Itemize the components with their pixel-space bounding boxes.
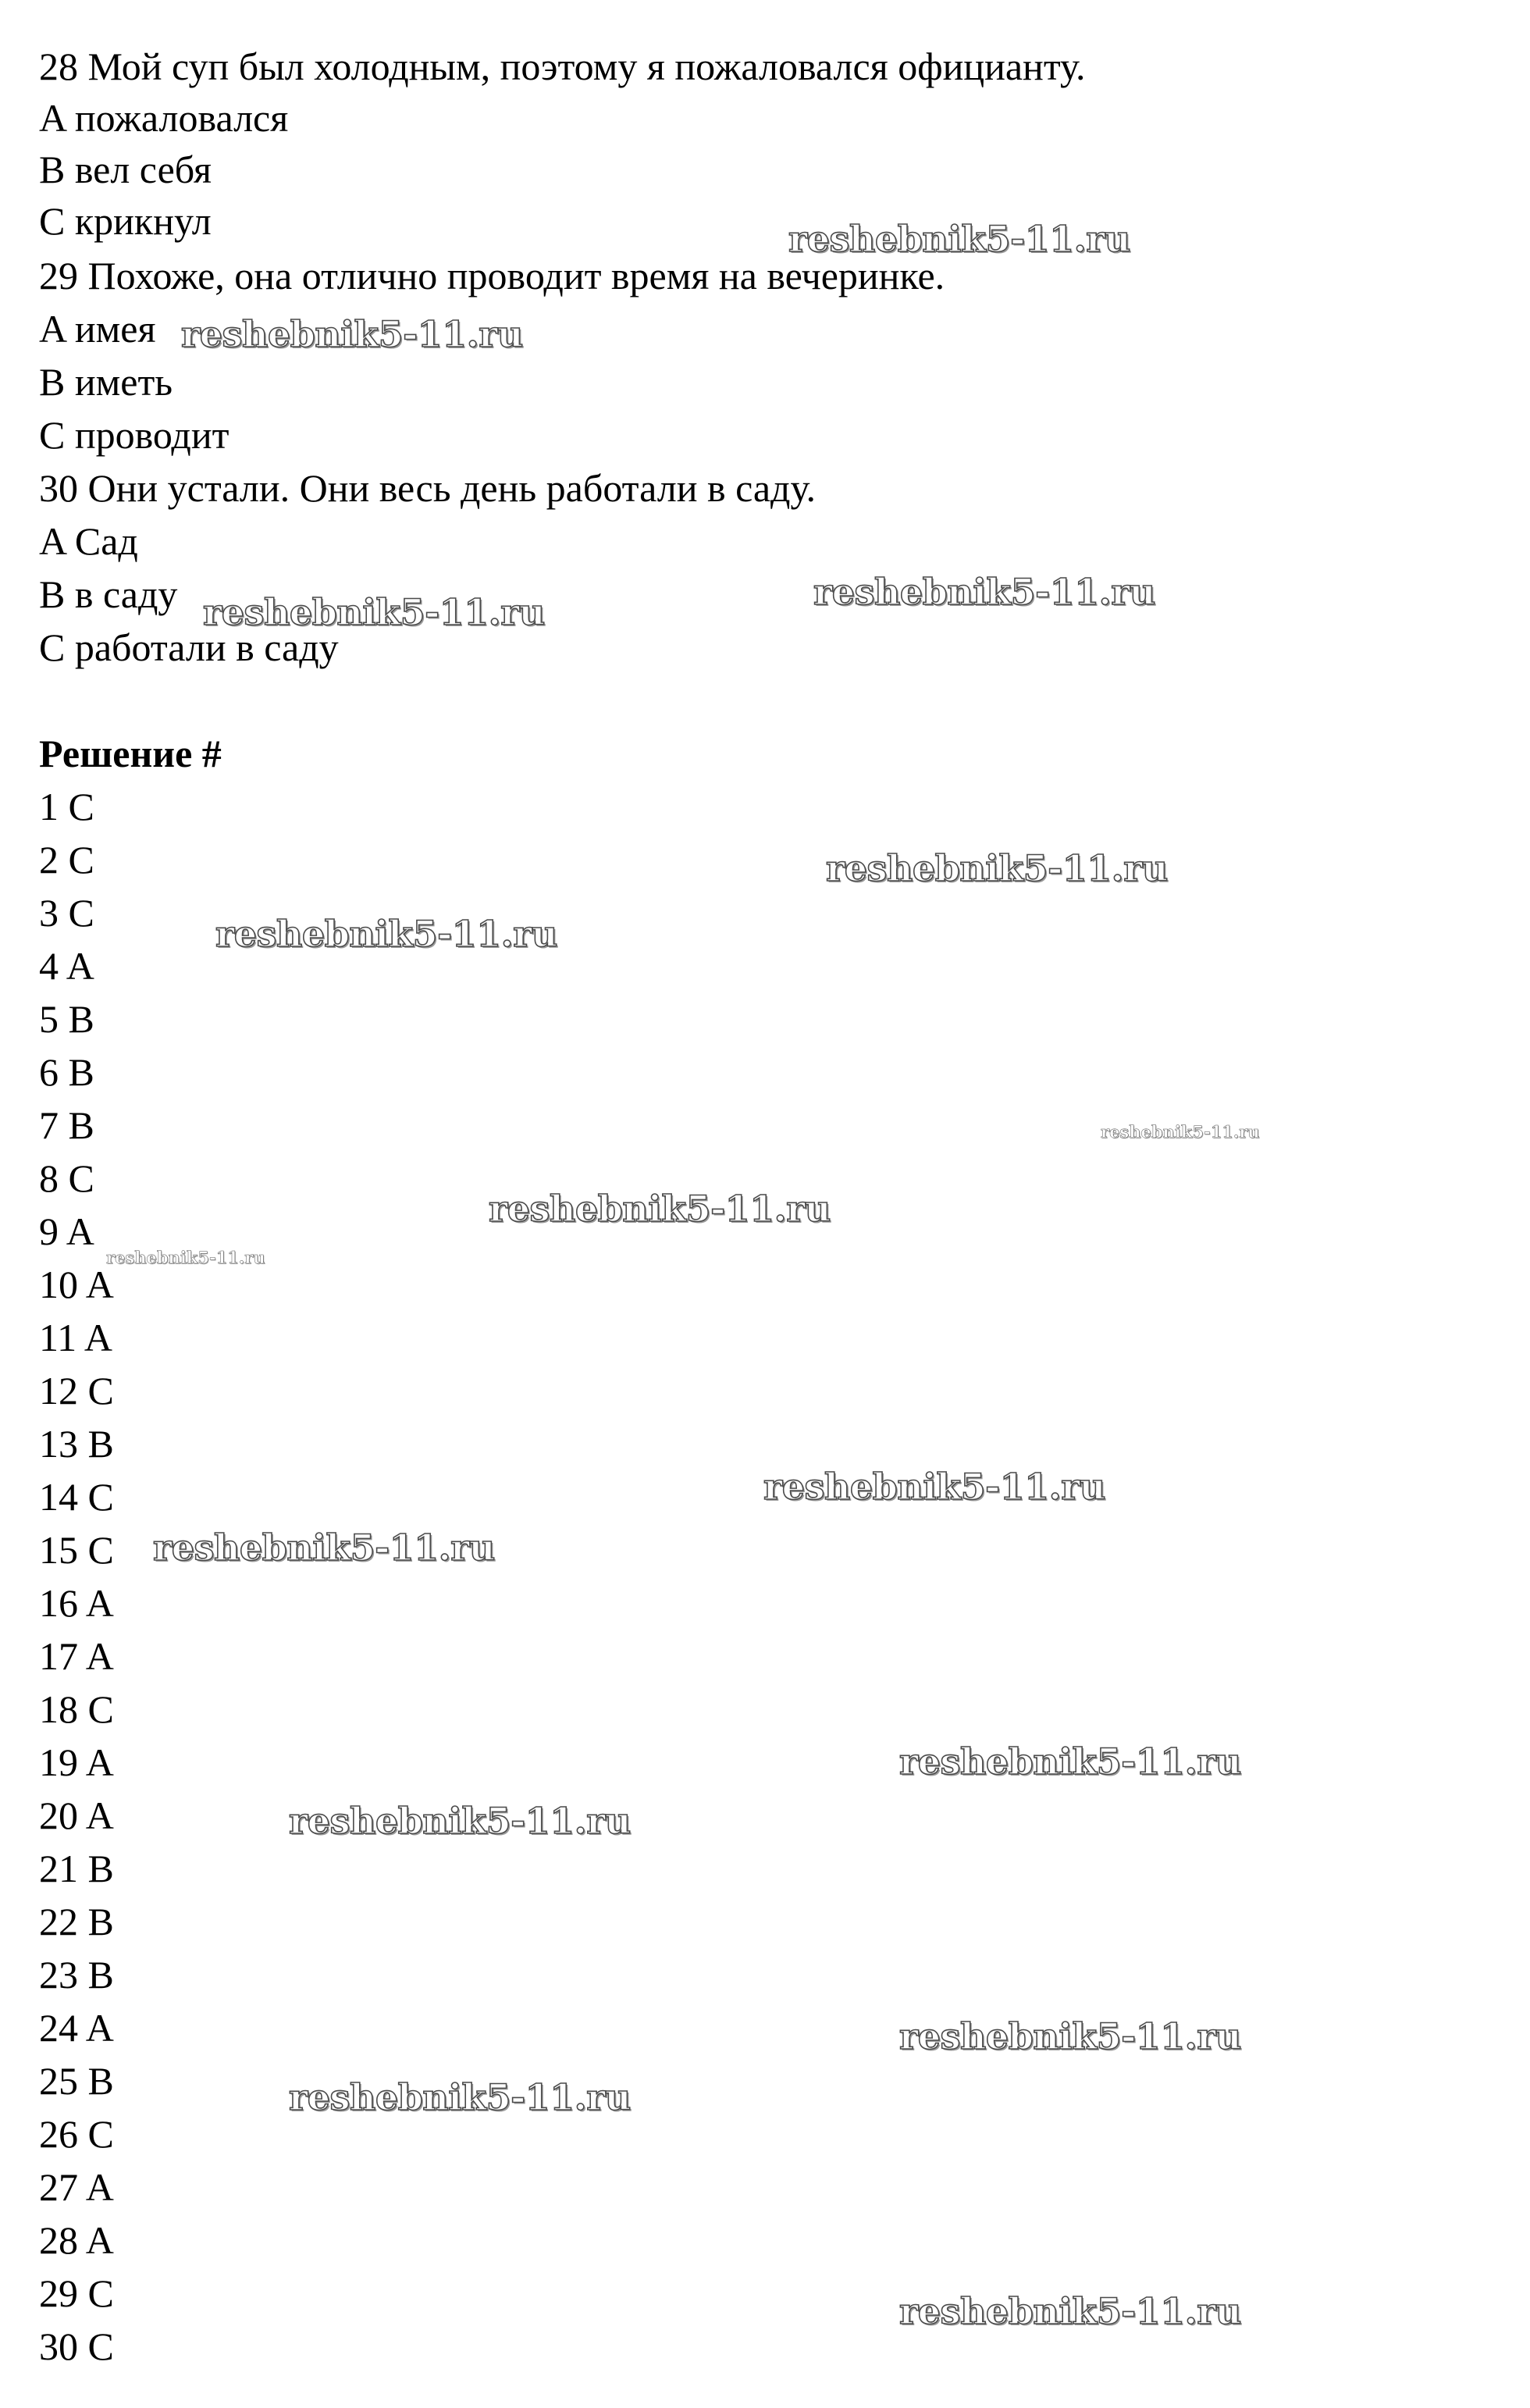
watermark: reshebnik5-11.ru bbox=[899, 2015, 1241, 2057]
answer-item: 13 B bbox=[39, 1422, 114, 1466]
answer-item: 24 A bbox=[39, 2006, 114, 2050]
watermark: reshebnik5-11.ru bbox=[289, 1800, 631, 1842]
watermark: reshebnik5-11.ru bbox=[203, 591, 545, 633]
watermark: reshebnik5-11.ru bbox=[899, 1740, 1241, 1783]
answer-item: 25 B bbox=[39, 2059, 114, 2103]
question-30-option-a: A Сад bbox=[39, 519, 138, 563]
question-28-option-b: B вел себя bbox=[39, 148, 212, 191]
answer-item: 2 C bbox=[39, 838, 94, 882]
answer-item: 18 C bbox=[39, 1687, 114, 1731]
watermark-small: reshebnik5-11.ru bbox=[106, 1248, 265, 1267]
answer-item: 23 B bbox=[39, 1953, 114, 1997]
question-29-option-c: C проводит bbox=[39, 413, 230, 457]
watermark: reshebnik5-11.ru bbox=[813, 571, 1155, 613]
watermark: reshebnik5-11.ru bbox=[899, 2290, 1241, 2332]
watermark: reshebnik5-11.ru bbox=[763, 1466, 1105, 1508]
answer-item: 16 A bbox=[39, 1581, 114, 1625]
question-30-option-c: C работали в саду bbox=[39, 625, 339, 669]
watermark: reshebnik5-11.ru bbox=[289, 2076, 631, 2118]
answer-item: 17 A bbox=[39, 1634, 114, 1678]
question-28-prompt: 28 Мой суп был холодным, поэтому я пожаловался официанту. bbox=[39, 45, 1086, 88]
question-30-option-b: B в саду bbox=[39, 572, 178, 616]
watermark: reshebnik5-11.ru bbox=[826, 847, 1168, 889]
question-28-option-c: C крикнул bbox=[39, 199, 212, 243]
answer-item: 21 B bbox=[39, 1847, 114, 1890]
answer-item: 28 A bbox=[39, 2218, 114, 2262]
answer-item: 3 C bbox=[39, 891, 94, 935]
answer-item: 6 B bbox=[39, 1050, 94, 1094]
question-28-option-a: A пожаловался bbox=[39, 96, 289, 140]
answer-item: 12 C bbox=[39, 1369, 114, 1412]
question-29-option-a: A имея bbox=[39, 307, 156, 351]
answer-item: 20 A bbox=[39, 1794, 114, 1837]
watermark: reshebnik5-11.ru bbox=[489, 1188, 831, 1230]
watermark: reshebnik5-11.ru bbox=[153, 1526, 495, 1569]
answer-item: 30 C bbox=[39, 2324, 114, 2368]
answer-item: 1 C bbox=[39, 785, 94, 828]
answer-item: 10 A bbox=[39, 1263, 114, 1306]
answer-item: 15 C bbox=[39, 1528, 114, 1572]
question-29-option-b: B иметь bbox=[39, 360, 173, 404]
watermark-small: reshebnik5-11.ru bbox=[1101, 1122, 1260, 1142]
solution-heading: Решение # bbox=[39, 732, 222, 775]
answer-item: 9 A bbox=[39, 1209, 94, 1253]
answer-item: 5 B bbox=[39, 997, 94, 1041]
question-30-prompt: 30 Они устали. Они весь день работали в саду. bbox=[39, 466, 816, 510]
answer-item: 4 A bbox=[39, 944, 94, 988]
answer-item: 22 B bbox=[39, 1900, 114, 1943]
answer-item: 14 C bbox=[39, 1475, 114, 1519]
answer-item: 7 B bbox=[39, 1103, 94, 1147]
answer-item: 19 A bbox=[39, 1740, 114, 1784]
question-29-prompt: 29 Похоже, она отлично проводит время на вечеринке. bbox=[39, 254, 945, 297]
answer-item: 29 C bbox=[39, 2271, 114, 2315]
answer-item: 26 C bbox=[39, 2112, 114, 2156]
watermark: reshebnik5-11.ru bbox=[788, 218, 1130, 260]
watermark: reshebnik5-11.ru bbox=[215, 913, 557, 955]
answer-item: 8 C bbox=[39, 1156, 94, 1200]
answer-item: 11 A bbox=[39, 1316, 112, 1359]
answer-item: 27 A bbox=[39, 2165, 114, 2209]
watermark: reshebnik5-11.ru bbox=[181, 313, 523, 355]
